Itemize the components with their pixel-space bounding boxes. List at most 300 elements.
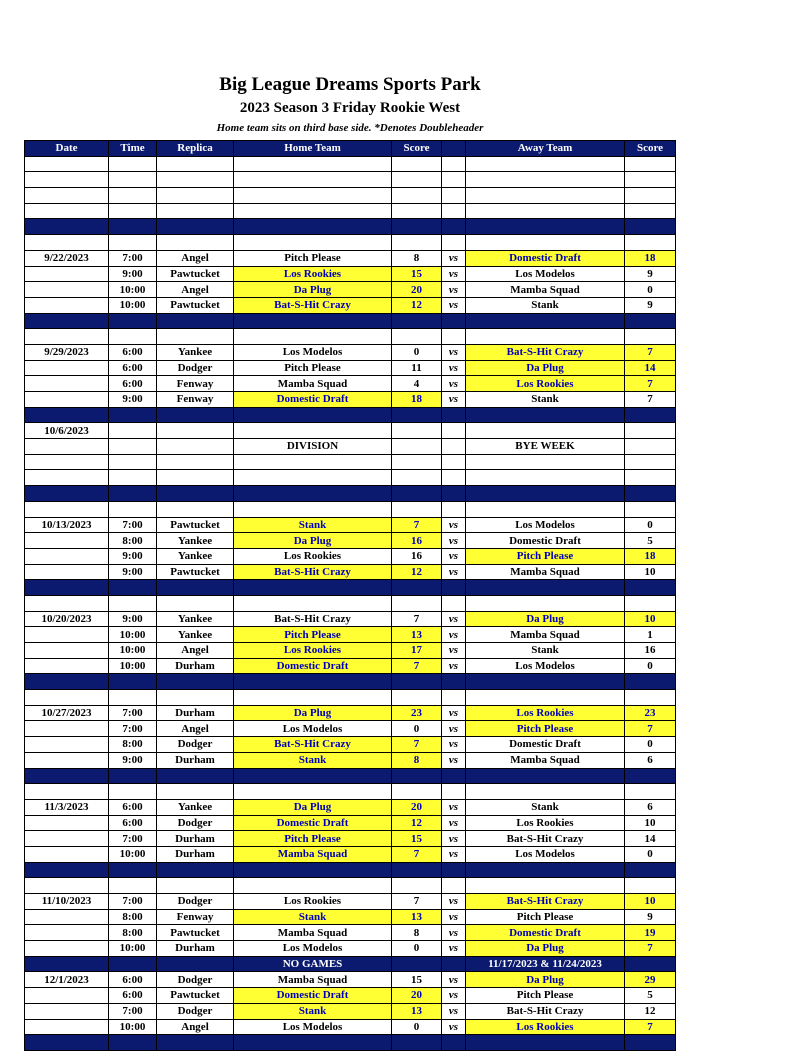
separator-row	[25, 580, 676, 596]
date-cell	[25, 266, 109, 282]
home-team-cell: Los Rookies	[234, 266, 392, 282]
home-score-cell: 12	[392, 297, 442, 313]
blank-row	[25, 329, 676, 345]
away-score-cell: 5	[625, 533, 676, 549]
home-team-cell: Bat-S-Hit Crazy	[234, 564, 392, 580]
home-team-cell: Domestic Draft	[234, 988, 392, 1004]
empty-cell	[466, 878, 625, 894]
empty-cell	[625, 501, 676, 517]
game-row	[25, 564, 676, 580]
replica-cell: Durham	[157, 752, 234, 768]
vs-cell: vs	[442, 815, 466, 831]
home-team-cell: Los Rookies	[234, 894, 392, 910]
date-cell	[25, 548, 109, 564]
empty-cell	[234, 878, 392, 894]
separator-cell	[625, 580, 676, 596]
home-team-cell: Bat-S-Hit Crazy	[234, 737, 392, 753]
time-cell: 8:00	[109, 533, 157, 549]
game-row	[25, 1019, 676, 1035]
empty-cell	[625, 784, 676, 800]
home-team-cell: Stank	[234, 909, 392, 925]
blank-row	[25, 235, 676, 251]
home-team-cell: Los Rookies	[234, 548, 392, 564]
col-date: Date	[25, 141, 109, 157]
replica-cell: Dodger	[157, 972, 234, 988]
game-row	[25, 282, 676, 298]
game-row	[25, 925, 676, 941]
game-row	[25, 360, 676, 376]
empty-cell	[625, 595, 676, 611]
home-score-cell: 0	[392, 941, 442, 957]
date-cell	[25, 564, 109, 580]
home-team-cell: Domestic Draft	[234, 392, 392, 408]
separator-cell	[109, 862, 157, 878]
away-score-cell: 9	[625, 266, 676, 282]
game-row	[25, 266, 676, 282]
no-games-label: NO GAMES	[234, 956, 392, 972]
blank-row	[25, 470, 676, 486]
home-team-cell: Da Plug	[234, 799, 392, 815]
home-team-cell: Mamba Squad	[234, 972, 392, 988]
separator-cell	[25, 219, 109, 235]
away-score-cell: 16	[625, 643, 676, 659]
game-row	[25, 972, 676, 988]
empty-cell	[392, 595, 442, 611]
separator-cell	[25, 768, 109, 784]
separator-cell	[442, 486, 466, 502]
empty-cell	[625, 329, 676, 345]
separator-cell	[466, 674, 625, 690]
time-cell: 6:00	[109, 360, 157, 376]
separator-cell	[442, 407, 466, 423]
col-away-score: Score	[625, 141, 676, 157]
empty-cell	[442, 690, 466, 706]
no-games-row	[25, 956, 676, 972]
separator-cell	[442, 1035, 466, 1051]
home-team-cell: Bat-S-Hit Crazy	[234, 297, 392, 313]
away-score-cell: 7	[625, 376, 676, 392]
home-team-cell: Mamba Squad	[234, 846, 392, 862]
date-cell	[25, 752, 109, 768]
home-score-cell: 17	[392, 643, 442, 659]
game-row	[25, 909, 676, 925]
empty-cell	[466, 203, 625, 219]
home-score-cell: 13	[392, 909, 442, 925]
empty-cell	[157, 454, 234, 470]
time-cell: 6:00	[109, 972, 157, 988]
separator-cell	[392, 407, 442, 423]
empty-cell	[109, 690, 157, 706]
empty-cell	[234, 454, 392, 470]
separator-cell	[109, 407, 157, 423]
empty-cell	[466, 784, 625, 800]
separator-cell	[392, 1035, 442, 1051]
separator-row	[25, 862, 676, 878]
date-cell	[25, 658, 109, 674]
separator-cell	[157, 768, 234, 784]
empty-cell	[109, 172, 157, 188]
empty-cell	[466, 454, 625, 470]
time-cell: 9:00	[109, 266, 157, 282]
empty-cell	[109, 470, 157, 486]
empty-cell	[109, 439, 157, 455]
time-cell: 8:00	[109, 909, 157, 925]
vs-cell: vs	[442, 894, 466, 910]
empty-cell	[392, 188, 442, 204]
empty-cell	[109, 156, 157, 172]
separator-cell	[625, 219, 676, 235]
away-score-cell: 6	[625, 799, 676, 815]
separator-cell	[109, 219, 157, 235]
vs-cell: vs	[442, 846, 466, 862]
replica-cell: Pawtucket	[157, 517, 234, 533]
date-cell	[25, 627, 109, 643]
separator-cell	[234, 768, 392, 784]
time-cell: 8:00	[109, 925, 157, 941]
time-cell: 10:00	[109, 643, 157, 659]
date-cell	[25, 988, 109, 1004]
separator-cell	[625, 486, 676, 502]
empty-cell	[392, 423, 442, 439]
bye-label: DIVISION	[234, 439, 392, 455]
separator-cell	[234, 674, 392, 690]
date-cell	[25, 643, 109, 659]
separator-cell	[157, 1035, 234, 1051]
separator-cell	[392, 313, 442, 329]
empty-cell	[466, 470, 625, 486]
date-cell: 10/27/2023	[25, 705, 109, 721]
away-team-cell: Bat-S-Hit Crazy	[466, 831, 625, 847]
vs-cell: vs	[442, 1019, 466, 1035]
separator-cell	[25, 1035, 109, 1051]
blank-row	[25, 188, 676, 204]
separator-cell	[625, 674, 676, 690]
date-cell	[25, 784, 109, 800]
home-team-cell: Da Plug	[234, 533, 392, 549]
empty-cell	[392, 439, 442, 455]
vs-cell: vs	[442, 972, 466, 988]
empty-cell	[442, 784, 466, 800]
home-score-cell: 7	[392, 611, 442, 627]
date-cell	[25, 815, 109, 831]
separator-cell	[109, 486, 157, 502]
separator-cell	[234, 219, 392, 235]
away-score-cell: 5	[625, 988, 676, 1004]
time-cell: 8:00	[109, 737, 157, 753]
home-score-cell: 4	[392, 376, 442, 392]
empty-cell	[625, 470, 676, 486]
home-team-cell: Los Modelos	[234, 1019, 392, 1035]
game-row	[25, 517, 676, 533]
time-cell: 7:00	[109, 894, 157, 910]
vs-cell: vs	[442, 266, 466, 282]
date-cell	[25, 454, 109, 470]
home-team-cell: Pitch Please	[234, 250, 392, 266]
vs-cell: vs	[442, 282, 466, 298]
replica-cell: Dodger	[157, 815, 234, 831]
empty-cell	[392, 690, 442, 706]
separator-cell	[442, 580, 466, 596]
away-team-cell: Stank	[466, 799, 625, 815]
vs-cell: vs	[442, 909, 466, 925]
home-score-cell: 12	[392, 815, 442, 831]
home-team-cell: Bat-S-Hit Crazy	[234, 611, 392, 627]
empty-cell	[625, 188, 676, 204]
empty-cell	[466, 690, 625, 706]
separator-cell	[466, 862, 625, 878]
separator-cell	[466, 768, 625, 784]
date-cell	[25, 909, 109, 925]
date-cell: 9/29/2023	[25, 344, 109, 360]
replica-cell: Angel	[157, 250, 234, 266]
empty-cell	[234, 329, 392, 345]
home-score-cell: 13	[392, 627, 442, 643]
game-row	[25, 658, 676, 674]
home-score-cell: 0	[392, 344, 442, 360]
home-score-cell: 11	[392, 360, 442, 376]
empty-cell	[234, 188, 392, 204]
vs-cell: vs	[442, 548, 466, 564]
date-cell: 10/6/2023	[25, 423, 109, 439]
home-team-cell: Stank	[234, 1003, 392, 1019]
date-cell: 12/1/2023	[25, 972, 109, 988]
empty-cell	[442, 470, 466, 486]
vs-cell: vs	[442, 737, 466, 753]
empty-cell	[392, 454, 442, 470]
col-replica: Replica	[157, 141, 234, 157]
vs-cell: vs	[442, 517, 466, 533]
away-score-cell: 0	[625, 517, 676, 533]
date-cell: 10/13/2023	[25, 517, 109, 533]
empty-cell	[442, 423, 466, 439]
home-team-cell: Stank	[234, 517, 392, 533]
separator-cell	[442, 956, 466, 972]
game-row	[25, 1003, 676, 1019]
home-score-cell: 7	[392, 894, 442, 910]
vs-cell: vs	[442, 925, 466, 941]
empty-cell	[442, 439, 466, 455]
blank-row	[25, 690, 676, 706]
separator-cell	[234, 862, 392, 878]
replica-cell: Pawtucket	[157, 297, 234, 313]
time-cell: 10:00	[109, 627, 157, 643]
away-team-cell: Da Plug	[466, 972, 625, 988]
replica-cell: Durham	[157, 941, 234, 957]
empty-cell	[109, 595, 157, 611]
header-row	[25, 141, 676, 157]
empty-cell	[625, 156, 676, 172]
away-score-cell: 0	[625, 846, 676, 862]
empty-cell	[466, 188, 625, 204]
col-home-score: Score	[392, 141, 442, 157]
vs-cell: vs	[442, 721, 466, 737]
home-team-cell: Da Plug	[234, 705, 392, 721]
separator-cell	[625, 768, 676, 784]
blank-row	[25, 501, 676, 517]
game-row	[25, 548, 676, 564]
away-score-cell: 10	[625, 611, 676, 627]
replica-cell: Durham	[157, 831, 234, 847]
time-cell: 7:00	[109, 721, 157, 737]
away-team-cell: Bat-S-Hit Crazy	[466, 1003, 625, 1019]
date-cell	[25, 1003, 109, 1019]
empty-cell	[442, 156, 466, 172]
home-score-cell: 12	[392, 564, 442, 580]
vs-cell: vs	[442, 297, 466, 313]
away-score-cell: 6	[625, 752, 676, 768]
separator-cell	[625, 313, 676, 329]
time-cell: 9:00	[109, 611, 157, 627]
separator-cell	[466, 219, 625, 235]
replica-cell: Dodger	[157, 1003, 234, 1019]
away-score-cell: 18	[625, 548, 676, 564]
separator-cell	[466, 1035, 625, 1051]
game-row	[25, 643, 676, 659]
away-score-cell: 0	[625, 737, 676, 753]
date-cell	[25, 203, 109, 219]
empty-cell	[109, 784, 157, 800]
time-cell: 6:00	[109, 988, 157, 1004]
home-score-cell: 0	[392, 1019, 442, 1035]
home-score-cell: 20	[392, 988, 442, 1004]
no-games-dates: 11/17/2023 & 11/24/2023	[466, 956, 625, 972]
away-score-cell: 29	[625, 972, 676, 988]
home-score-cell: 7	[392, 517, 442, 533]
empty-cell	[466, 172, 625, 188]
separator-cell	[25, 407, 109, 423]
home-score-cell: 7	[392, 737, 442, 753]
empty-cell	[157, 784, 234, 800]
date-cell	[25, 1019, 109, 1035]
home-team-cell: Los Modelos	[234, 344, 392, 360]
away-team-cell: Los Modelos	[466, 658, 625, 674]
game-row	[25, 831, 676, 847]
separator-cell	[466, 313, 625, 329]
away-team-cell: Los Modelos	[466, 266, 625, 282]
home-score-cell: 23	[392, 705, 442, 721]
empty-cell	[392, 156, 442, 172]
empty-cell	[625, 172, 676, 188]
home-score-cell: 0	[392, 721, 442, 737]
replica-cell: Dodger	[157, 360, 234, 376]
away-team-cell: Los Modelos	[466, 517, 625, 533]
away-score-cell: 10	[625, 894, 676, 910]
away-score-cell: 7	[625, 941, 676, 957]
blank-row	[25, 595, 676, 611]
vs-cell: vs	[442, 533, 466, 549]
vs-cell: vs	[442, 376, 466, 392]
game-row	[25, 297, 676, 313]
home-team-cell: Domestic Draft	[234, 815, 392, 831]
time-cell: 6:00	[109, 344, 157, 360]
home-team-cell: Da Plug	[234, 282, 392, 298]
separator-cell	[157, 862, 234, 878]
away-team-cell: Los Modelos	[466, 846, 625, 862]
away-team-cell: Mamba Squad	[466, 752, 625, 768]
replica-cell: Yankee	[157, 344, 234, 360]
away-team-cell: Pitch Please	[466, 721, 625, 737]
replica-cell: Angel	[157, 282, 234, 298]
empty-cell	[109, 423, 157, 439]
date-cell: 11/10/2023	[25, 894, 109, 910]
away-team-cell: Los Rookies	[466, 1019, 625, 1035]
separator-cell	[392, 768, 442, 784]
date-cell	[25, 941, 109, 957]
vs-cell: vs	[442, 831, 466, 847]
page-title: Big League Dreams Sports Park	[219, 74, 481, 95]
time-cell: 10:00	[109, 846, 157, 862]
empty-cell	[625, 423, 676, 439]
date-cell	[25, 831, 109, 847]
empty-cell	[157, 235, 234, 251]
empty-cell	[109, 188, 157, 204]
game-row	[25, 705, 676, 721]
replica-cell: Yankee	[157, 799, 234, 815]
separator-cell	[442, 862, 466, 878]
away-score-cell: 7	[625, 392, 676, 408]
empty-cell	[392, 329, 442, 345]
separator-cell	[392, 219, 442, 235]
col-home-team: Home Team	[234, 141, 392, 157]
empty-cell	[234, 784, 392, 800]
away-team-cell: Stank	[466, 392, 625, 408]
separator-cell	[392, 486, 442, 502]
separator-cell	[234, 580, 392, 596]
empty-cell	[157, 470, 234, 486]
date-cell	[25, 376, 109, 392]
date-cell: 9/22/2023	[25, 250, 109, 266]
col-away-team: Away Team	[466, 141, 625, 157]
separator-cell	[625, 862, 676, 878]
separator-row	[25, 1035, 676, 1051]
game-row	[25, 846, 676, 862]
separator-cell	[25, 956, 109, 972]
home-team-cell: Los Modelos	[234, 721, 392, 737]
date-cell	[25, 329, 109, 345]
home-score-cell: 8	[392, 752, 442, 768]
separator-cell	[392, 674, 442, 690]
vs-cell: vs	[442, 705, 466, 721]
vs-cell: vs	[442, 799, 466, 815]
separator-cell	[234, 407, 392, 423]
separator-cell	[25, 862, 109, 878]
home-team-cell: Los Rookies	[234, 643, 392, 659]
date-cell	[25, 690, 109, 706]
empty-cell	[234, 470, 392, 486]
empty-cell	[442, 878, 466, 894]
replica-cell: Angel	[157, 721, 234, 737]
schedule-table	[24, 140, 676, 1051]
replica-cell: Angel	[157, 1019, 234, 1035]
blank-row	[25, 172, 676, 188]
away-score-cell: 1	[625, 627, 676, 643]
away-score-cell: 9	[625, 297, 676, 313]
empty-cell	[442, 595, 466, 611]
vs-cell: vs	[442, 250, 466, 266]
bye-row	[25, 439, 676, 455]
separator-cell	[157, 407, 234, 423]
replica-cell: Durham	[157, 658, 234, 674]
vs-cell: vs	[442, 1003, 466, 1019]
separator-cell	[109, 674, 157, 690]
separator-cell	[392, 862, 442, 878]
game-row	[25, 392, 676, 408]
vs-cell: vs	[442, 564, 466, 580]
home-score-cell: 8	[392, 250, 442, 266]
bye-label: BYE WEEK	[466, 439, 625, 455]
away-score-cell: 7	[625, 721, 676, 737]
blank-row	[25, 156, 676, 172]
